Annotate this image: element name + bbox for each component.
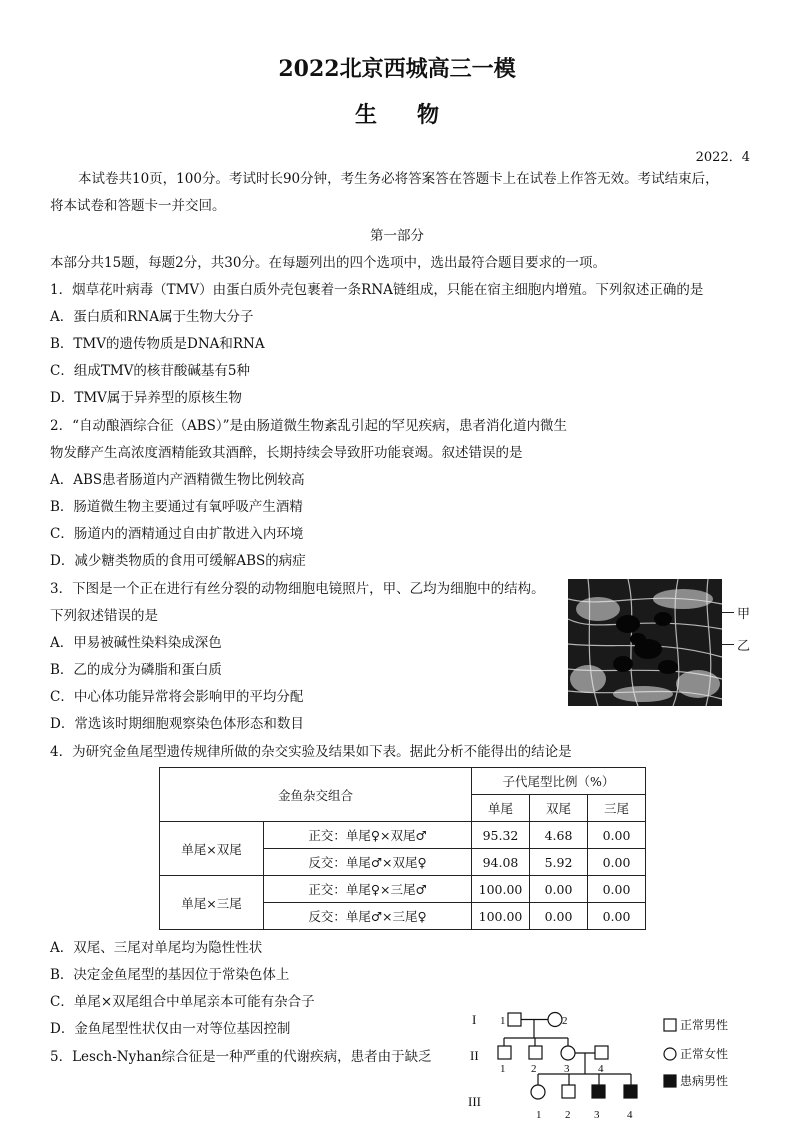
q1-stem: 1．烟草花叶病毒（TMV）由蛋白质外壳包裹着一条RNA链组成，只能在宿主细胞内增殖。下列叙述正确的是 [50, 282, 704, 298]
i-1-normal-male [508, 1013, 521, 1026]
q2-option-a: A．ABS患者肠道内产酒精微生物比例较高 [50, 472, 305, 488]
q1-option-a: A．蛋白质和RNA属于生物大分子 [50, 309, 254, 325]
q4-option-c: C．单尾×双尾组合中单尾亲本可能有杂合子 [50, 994, 315, 1010]
q3-option-a: A．甲易被碱性染料染成深色 [50, 635, 222, 651]
q2-stem-line-1: 2．“自动酿酒综合征（ABS）”是由肠道微生物紊乱引起的罕见疾病，患者消化道内微生 [50, 418, 568, 434]
cross-table [159, 767, 646, 930]
ii-4-normal-male [595, 1046, 608, 1059]
page-title: 2022北京西城高三一模 [278, 56, 516, 82]
q4-option-b: B．决定金鱼尾型的基因位于常染色体上 [50, 967, 290, 983]
q1-option-b: B．TMV的遗传物质是DNA和RNA [50, 336, 265, 352]
table-row [160, 876, 646, 903]
q4-option-a: A．双尾、三尾对单尾均为隐性性状 [50, 940, 263, 956]
ii-3-id: 3 [564, 1063, 570, 1075]
q4-option-d: D．金鱼尾型性状仅由一对等位基因控制 [50, 1021, 291, 1037]
legend-affected-male: 患病男性 [680, 1074, 729, 1088]
cell-micrograph [568, 579, 722, 706]
cell-value: 95.32 [472, 822, 530, 849]
group-name: 单尾×双尾 [160, 822, 264, 876]
q1-option-d: D．TMV属于异养型的原核生物 [50, 390, 242, 406]
q2-option-c: C．肠道内的酒精通过自由扩散进入内环境 [50, 526, 304, 542]
cell-value: 0.00 [530, 903, 588, 930]
q3-option-d: D．常选该时期细胞观察染色体形态和数目 [50, 716, 304, 732]
intro-line-1: 本试卷共10页，100分。考试时长90分钟，考生务必将答案答在答题卡上在试卷上作答无效。考试结束后， [78, 171, 719, 187]
ii-2-normal-male [529, 1046, 542, 1059]
q3-option-b: B．乙的成分为磷脂和蛋白质 [50, 662, 222, 678]
table-row [160, 822, 646, 849]
row-label: 反交：单尾♂×双尾♀ [264, 849, 472, 876]
q1-option-c: C．组成TMV的核苷酸碱基有5种 [50, 363, 250, 379]
label-yi: 乙 [737, 639, 751, 654]
cell-value: 100.00 [472, 903, 530, 930]
col-header: 双尾 [530, 795, 588, 822]
header-ratio: 子代尾型比例（%） [472, 768, 646, 795]
iii-3-id: 3 [594, 1109, 600, 1121]
ii-2-id: 2 [531, 1063, 537, 1075]
legend-normal-female: 正常女性 [680, 1047, 729, 1061]
col-header: 三尾 [588, 795, 646, 822]
iii-1-normal-female [531, 1085, 545, 1099]
ii-4-id: 4 [598, 1063, 604, 1075]
exam-date: 2022．4 [695, 150, 750, 165]
cell-value: 0.00 [588, 903, 646, 930]
label-jia: 甲 [737, 607, 751, 622]
gen-label-ii: II [470, 1048, 479, 1063]
iii-4-affected-male [624, 1085, 637, 1098]
cell-value: 0.00 [530, 876, 588, 903]
gen-label-iii: III [468, 1094, 481, 1109]
legend-normal-male: 正常男性 [680, 1018, 729, 1032]
label-line-jia [722, 612, 734, 613]
subject-title: 生物 [354, 102, 479, 128]
q2-option-b: B．肠道微生物主要通过有氧呼吸产生酒精 [50, 499, 303, 515]
q3-stem-line-2: 下列叙述错误的是 [50, 608, 158, 624]
q3-option-c: C．中心体功能异常将会影响甲的平均分配 [50, 689, 304, 705]
ii-3-normal-female [561, 1046, 575, 1060]
i-1-id: 1 [500, 1015, 506, 1027]
iii-4-id: 4 [627, 1109, 633, 1121]
q2-option-d: D．减少糖类物质的食用可缓解ABS的病症 [50, 553, 306, 569]
cell-value: 4.68 [530, 822, 588, 849]
i-2-normal-female [548, 1013, 562, 1027]
i-2-id: 2 [562, 1015, 568, 1027]
legend-filled-square-icon [664, 1075, 676, 1087]
part-instructions: 本部分共15题，每题2分，共30分。在每题列出的四个选项中，选出最符合题目要求的一项。 [50, 255, 606, 271]
intro-line-2: 将本试卷和答题卡一并交回。 [50, 198, 226, 214]
row-label: 反交：单尾♂×三尾♀ [264, 903, 472, 930]
iii-3-affected-male [592, 1085, 605, 1098]
gen-label-i: I [472, 1012, 477, 1027]
q3-stem-line-1: 3．下图是一个正在进行有丝分裂的动物细胞电镜照片，甲、乙均为细胞中的结构。 [50, 581, 545, 597]
cell-value: 94.08 [472, 849, 530, 876]
iii-2-normal-male [562, 1085, 575, 1098]
cell-value: 0.00 [588, 822, 646, 849]
q2-stem-line-2: 物发酵产生高浓度酒精能致其酒醉，长期持续会导致肝功能衰竭。叙述错误的是 [50, 445, 523, 461]
ii-1-normal-male [498, 1046, 511, 1059]
cell-value: 100.00 [472, 876, 530, 903]
header-combo: 金鱼杂交组合 [160, 768, 472, 822]
pedigree-chart [466, 1008, 746, 1123]
iii-2-id: 2 [565, 1109, 571, 1121]
row-label: 正交：单尾♀×三尾♂ [264, 876, 472, 903]
iii-1-id: 1 [536, 1109, 542, 1121]
cell-value: 0.00 [588, 876, 646, 903]
q4-stem: 4．为研究金鱼尾型遗传规律所做的杂交实验及结果如下表。据此分析不能得出的结论是 [50, 744, 572, 760]
col-header: 单尾 [472, 795, 530, 822]
group-name: 单尾×三尾 [160, 876, 264, 930]
legend-circle-icon [664, 1048, 676, 1060]
q5-stem: 5．Lesch-Nyhan综合征是一种严重的代谢疾病，患者由于缺乏 [50, 1049, 432, 1065]
cell-value: 0.00 [588, 849, 646, 876]
legend-square-icon [664, 1019, 676, 1031]
row-label: 正交：单尾♀×双尾♂ [264, 822, 472, 849]
cell-value: 5.92 [530, 849, 588, 876]
part-title: 第一部分 [370, 228, 424, 244]
label-line-yi [722, 644, 734, 645]
ii-1-id: 1 [500, 1063, 506, 1075]
